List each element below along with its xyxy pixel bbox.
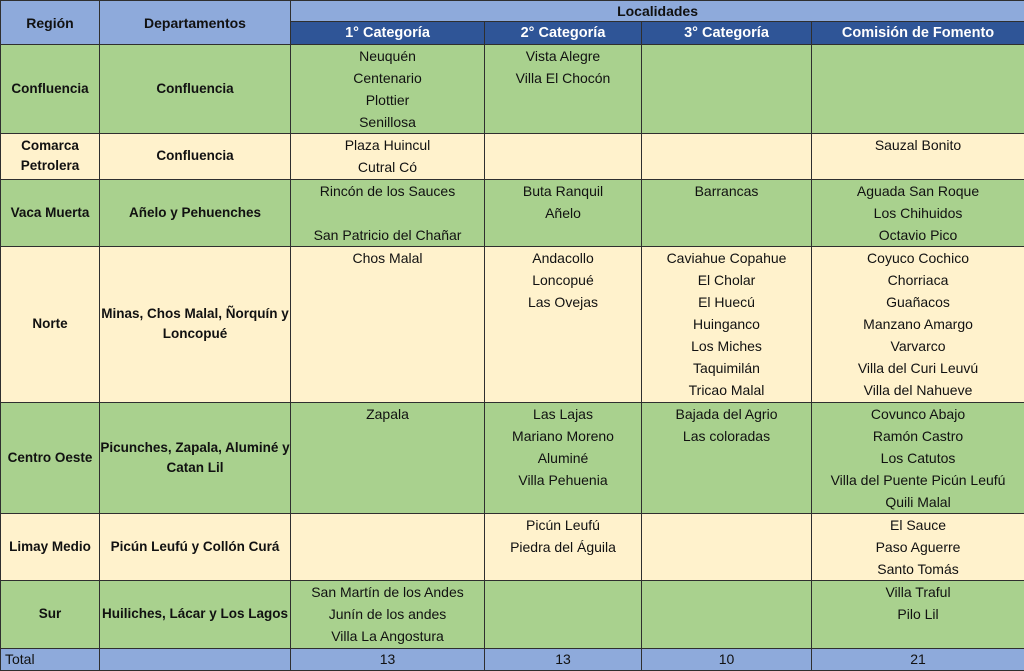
- region-cell: Comarca Petrolera: [1, 134, 100, 179]
- cat1-cell: [291, 45, 485, 134]
- departamento-cell: Añelo y Pehuenches: [100, 179, 291, 246]
- localidad-item: Villa del Curi Leuvú: [812, 357, 1024, 379]
- localidad-item: Buta Ranquil: [485, 180, 641, 202]
- cat3-cell: [642, 402, 812, 513]
- localidad-item: Neuquén: [291, 45, 484, 67]
- cat2-cell: [485, 45, 642, 134]
- cat3-cell: [642, 513, 812, 580]
- localidad-item: Los Catutos: [812, 447, 1024, 469]
- localidad-item: Varvarco: [812, 335, 1024, 357]
- localidad-item: Vista Alegre: [485, 45, 641, 67]
- region-cell: Sur: [1, 581, 100, 648]
- localidad-item: El Cholar: [642, 269, 811, 291]
- total-fomento: 21: [812, 648, 1024, 670]
- localidad-item: Villa del Puente Picún Leufú: [812, 469, 1024, 491]
- localidad-item: Santo Tomás: [812, 558, 1024, 580]
- cat1-cell: [291, 179, 485, 246]
- cat2-cell: [485, 179, 642, 246]
- localidad-item: Guañacos: [812, 291, 1024, 313]
- region-cell: Limay Medio: [1, 513, 100, 580]
- localidad-item: Tricao Malal: [642, 379, 811, 401]
- fomento-cell: [812, 513, 1024, 580]
- departamento-cell: Picún Leufú y Collón Curá: [100, 513, 291, 580]
- localidad-item: Covunco Abajo: [812, 403, 1024, 425]
- localidad-item: Plottier: [291, 89, 484, 111]
- cat1-cell: [291, 581, 485, 648]
- region-cell: Vaca Muerta: [1, 179, 100, 246]
- table-body: [1, 45, 1024, 649]
- cat3-cell: [642, 179, 812, 246]
- localidad-item: Rincón de los Sauces: [291, 180, 484, 202]
- total-cat1: 13: [291, 648, 485, 670]
- localidad-item: Cutral Có: [291, 156, 484, 178]
- cat3-cell: [642, 581, 812, 648]
- localidad-item: El Huecú: [642, 291, 811, 313]
- localidad-item: Las Ovejas: [485, 291, 641, 313]
- cat3-cell: [642, 45, 812, 134]
- total-cat3: 10: [642, 648, 812, 670]
- localidad-item: Villa Pehuenia: [485, 469, 641, 491]
- region-cell: Norte: [1, 246, 100, 402]
- localidad-item: Octavio Pico: [812, 224, 1024, 246]
- cat2-cell: [485, 134, 642, 179]
- localidad-item: Piedra del Águila: [485, 536, 641, 558]
- localidad-item: Taquimilán: [642, 357, 811, 379]
- total-label: Total: [1, 648, 100, 670]
- localidad-item: Caviahue Copahue: [642, 247, 811, 269]
- localidad-item: Coyuco Cochico: [812, 247, 1024, 269]
- table-row: [1, 581, 1024, 648]
- table-row: [1, 45, 1024, 134]
- localidad-item: Loncopué: [485, 269, 641, 291]
- localidad-item: El Sauce: [812, 514, 1024, 536]
- localidad-item: Centenario: [291, 67, 484, 89]
- header-departamentos: Departamentos: [100, 1, 291, 45]
- departamento-cell: Confluencia: [100, 45, 291, 134]
- table-row: [1, 246, 1024, 402]
- localidad-item: Andacollo: [485, 247, 641, 269]
- header-region: Región: [1, 1, 100, 45]
- localidad-item: Aluminé: [485, 447, 641, 469]
- header-fomento: Comisión de Fomento: [812, 22, 1024, 45]
- localidad-item: Sauzal Bonito: [812, 134, 1024, 156]
- localidad-item: San Martín de los Andes: [291, 581, 484, 603]
- cat1-cell: [291, 513, 485, 580]
- localidad-item: Villa del Nahueve: [812, 379, 1024, 401]
- total-row: [1, 648, 1024, 670]
- region-cell: Confluencia: [1, 45, 100, 134]
- fomento-cell: [812, 45, 1024, 134]
- localidad-item: Senillosa: [291, 111, 484, 133]
- table-row: [1, 134, 1024, 179]
- localidad-item: Villa El Chocón: [485, 67, 641, 89]
- header-localidades: Localidades: [291, 1, 1024, 22]
- departamento-cell: Confluencia: [100, 134, 291, 179]
- total-empty: [100, 648, 291, 670]
- departamento-cell: Picunches, Zapala, Aluminé y Catan Lil: [100, 402, 291, 513]
- localidad-item: Las coloradas: [642, 425, 811, 447]
- cat3-cell: [642, 134, 812, 179]
- localidad-item: [291, 202, 484, 224]
- localidad-item: Los Miches: [642, 335, 811, 357]
- cat1-cell: [291, 402, 485, 513]
- localidad-item: San Patricio del Chañar: [291, 224, 484, 246]
- localidad-item: Los Chihuidos: [812, 202, 1024, 224]
- fomento-cell: [812, 402, 1024, 513]
- header-cat2: 2° Categoría: [485, 22, 642, 45]
- localidad-item: Villa Traful: [812, 581, 1024, 603]
- region-cell: Centro Oeste: [1, 402, 100, 513]
- localidad-item: Plaza Huincul: [291, 134, 484, 156]
- localidad-item: Mariano Moreno: [485, 425, 641, 447]
- localidad-item: Manzano Amargo: [812, 313, 1024, 335]
- localidad-item: Bajada del Agrio: [642, 403, 811, 425]
- localidad-item: Villa La Angostura: [291, 625, 484, 647]
- localidad-item: Pilo Lil: [812, 603, 1024, 625]
- departamento-cell: Huiliches, Lácar y Los Lagos: [100, 581, 291, 648]
- cat2-cell: [485, 513, 642, 580]
- fomento-cell: [812, 179, 1024, 246]
- cat3-cell: [642, 246, 812, 402]
- localidad-item: Las Lajas: [485, 403, 641, 425]
- localidad-item: Quili Malal: [812, 491, 1024, 513]
- table-row: [1, 513, 1024, 580]
- departamento-cell: Minas, Chos Malal, Ñorquín y Loncopué: [100, 246, 291, 402]
- localidad-item: Chos Malal: [291, 247, 484, 269]
- localidad-item: Huinganco: [642, 313, 811, 335]
- localidad-item: Picún Leufú: [485, 514, 641, 536]
- cat2-cell: [485, 402, 642, 513]
- total-cat2: 13: [485, 648, 642, 670]
- cat1-cell: [291, 134, 485, 179]
- fomento-cell: [812, 134, 1024, 179]
- localidad-item: Zapala: [291, 403, 484, 425]
- localidad-item: Ramón Castro: [812, 425, 1024, 447]
- localidad-item: Junín de los andes: [291, 603, 484, 625]
- localidad-item: Chorriaca: [812, 269, 1024, 291]
- cat2-cell: [485, 581, 642, 648]
- header-cat3: 3° Categoría: [642, 22, 812, 45]
- fomento-cell: [812, 581, 1024, 648]
- table-row: [1, 179, 1024, 246]
- cat1-cell: [291, 246, 485, 402]
- localidad-item: Aguada San Roque: [812, 180, 1024, 202]
- localidad-item: Barrancas: [642, 180, 811, 202]
- table-row: [1, 402, 1024, 513]
- localidad-item: Añelo: [485, 202, 641, 224]
- header-cat1: 1° Categoría: [291, 22, 485, 45]
- fomento-cell: [812, 246, 1024, 402]
- localidad-item: Paso Aguerre: [812, 536, 1024, 558]
- cat2-cell: [485, 246, 642, 402]
